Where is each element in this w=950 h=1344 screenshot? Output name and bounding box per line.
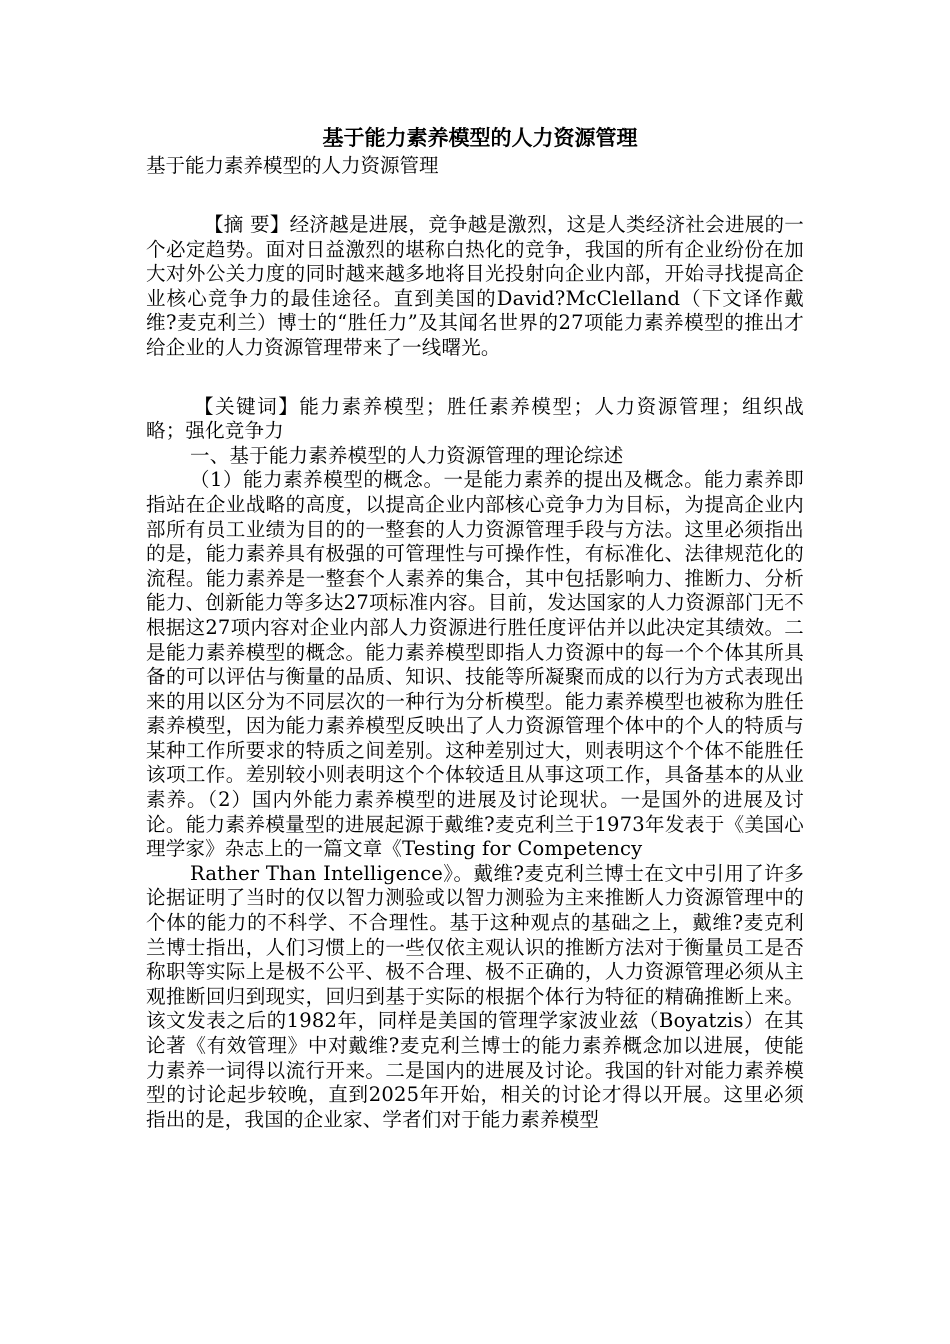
section-heading: 一、基于能力素养模型的人力资源管理的理论综述 [190, 443, 624, 467]
document-subtitle: 基于能力素养模型的人力资源管理 [146, 154, 439, 177]
abstract-label: 【摘 要】 [204, 213, 290, 236]
keywords-label: 【关键词】 [194, 394, 300, 418]
keywords-text: 能力素养模型；胜任素养模型；人力资源管理；组织战略；强化竞争力 [146, 394, 804, 443]
body-paragraph-2: Rather Than Intelligence》。戴维?麦克利兰博士在文中引用了许多论据证明了当时的仅以智力测验或以智力测验为主来推断人力资源管理中的个体的能力的不科学、不合理性。基于这种观点的基础之上，戴维?麦克利兰博士指出，人们习惯上的一些仅依主观认识的推断方法对于衡量员工是否称职等实际上是极不公平、极不合理、极不正确的，人力资源管理必须从主观推断回归到现实，回归到基于实际的根据个体行为特征的精确推断上来。该文发表之后的1982年，同样是美国的管理学家波业兹（Boyatzis）在其论著《有效管理》中对戴维?麦克利兰博士的能力素养概念加以进展，使能力素养一词得以流行开来。二是国内的进展及讨论。我国的针对能力素养模型的讨论起步较晚，直到2025年开始，相关的讨论才得以开展。这里必须指出的是，我国的企业家、学者们对于能力素养模型 [146, 861, 804, 1131]
abstract-text: 经济越是进展，竞争越是激烈，这是人类经济社会进展的一个必定趋势。面对日益激烈的堪称白热化的竞争，我国的所有企业纷份在加大对外公关力度的同时越来越多地将目光投射向企业内部，开始寻找提高企业核心竞争力的最佳途径。直到美国的David?McClelland（下文译作戴维?麦克利兰）博士的“胜任力”及其闻名世界的27项能力素养模型的推出才给企业的人力资源管理带来了一线曙光。 [146, 213, 805, 359]
document-title: 基于能力素养模型的人力资源管理 [322, 125, 638, 150]
document-body [146, 124, 804, 1132]
body-paragraph-1: （1）能力素养模型的概念。一是能力素养的提出及概念。能力素养即指站在企业战略的高度，以提高企业内部核心竞争力为目标，为提高企业内部所有员工业绩为目的的一整套的人力资源管理手段与方法。这里必须指出的是，能力素养具有极强的可管理性与可操作性，有标准化、法律规范化的流程。能力素养是一整套个人素养的集合，其中包括影响力、推断力、分析能力、创新能力等多达27项标准内容。目前，发达国家的人力资源部门无不根据这27项内容对企业内部人力资源进行胜任度评估并以此决定其绩效。二是能力素养模型的概念。能力素养模型即指人力资源中的每一个个体其所具备的可以评估与衡量的品质、知识、技能等所凝聚而成的以行为方式表现出来的用以区分为不同层次的一种行为分析模型。能力素养模型也被称为胜任素养模型，因为能力素养模型反映出了人力资源管理个体中的个人的特质与某种工作所要求的特质之间差别。这种差别过大，则表明这个个体不能胜任该项工作。差别较小则表明这个个体较适且从事这项工作，具备基本的从业素养。（2）国内外能力素养模型的进展及讨论现状。一是国外的进展及讨论。能力素养模量型的进展起源于戴维?麦克利兰于1973年发表于《美国心理学家》杂志上的一篇文章《Testing for Competency [146, 468, 804, 861]
keywords-paragraph [146, 395, 804, 444]
abstract-paragraph [146, 213, 804, 361]
